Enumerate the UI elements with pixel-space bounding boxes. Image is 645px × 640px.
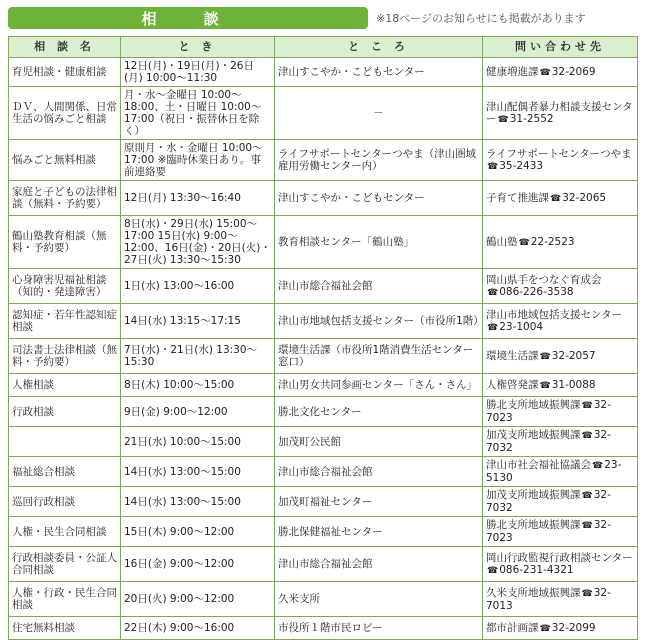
cell-contact <box>483 487 638 517</box>
cell-where: 津山市総合福祉会館 <box>275 547 483 582</box>
phone-icon: ☎ <box>487 161 499 172</box>
cell-where: 津山すこやか・こどもセンター <box>275 181 483 216</box>
phone-icon: ☎ <box>539 67 551 78</box>
table-row <box>9 374 638 397</box>
cell-name: 人権・行政・民生合同相談 <box>9 582 121 617</box>
cell-where: 勝北保健福祉センター <box>275 517 483 547</box>
cell-when: 月・水～金曜日 10:00～18:00、土・日曜日 10:00～17:00（祝日・振替休日を除く） <box>121 87 275 140</box>
phone-icon: ☎ <box>581 401 593 411</box>
table-row <box>9 216 638 269</box>
column-header-contact: 問い合わせ先 <box>483 37 638 58</box>
contact-name: 津山市地域包括支援センター <box>486 308 623 321</box>
cell-when: 1日(水) 13:00～16:00 <box>121 269 275 304</box>
column-header-name: 相 談 名 <box>9 37 121 58</box>
table-body <box>9 58 638 640</box>
table-row <box>9 269 638 304</box>
cell-where: ライフサポートセンターつやま（津山圏域雇用労働センター内） <box>275 140 483 181</box>
contact-tel: 086-226-3538 <box>499 285 574 298</box>
cell-when: 16日(金) 9:00～12:00 <box>121 547 275 582</box>
cell-contact <box>483 304 638 339</box>
phone-icon: ☎ <box>487 322 499 333</box>
contact-tel: 31-0088 <box>551 378 596 391</box>
contact-tel: 32-7013 <box>486 586 611 612</box>
table-row <box>9 304 638 339</box>
cell-name: 心身障害児福祉相談（知的・発達障害） <box>9 269 121 304</box>
column-header-when: と き <box>121 37 275 58</box>
contact-tel: 32-7032 <box>486 489 611 514</box>
contact-name: 加茂支所地域振興課 <box>486 489 581 501</box>
table-row <box>9 457 638 487</box>
cell-where: 教育相談センター「鶴山塾」 <box>275 216 483 269</box>
contact-name: 津山配偶者暴力相談支援センター <box>486 100 633 125</box>
cell-name: 行政相談委員・公証人合同相談 <box>9 547 121 582</box>
cell-contact <box>483 216 638 269</box>
cell-contact <box>483 339 638 374</box>
contact-tel: 22-2523 <box>530 235 575 248</box>
phone-icon: ☎ <box>539 380 551 391</box>
table-row <box>9 339 638 374</box>
contact-tel: 23-1004 <box>499 320 544 333</box>
contact-name: ライフサポートセンターつやま <box>486 147 632 160</box>
cell-name <box>9 427 121 457</box>
cell-when: 21日(水) 10:00～15:00 <box>121 427 275 457</box>
contact-tel: 32-7032 <box>486 429 611 454</box>
cell-when: 15日(木) 9:00～12:00 <box>121 517 275 547</box>
table-row <box>9 617 638 640</box>
cell-contact <box>483 58 638 87</box>
contact-tel: 32-7023 <box>486 519 611 544</box>
contact-name: 岡山県手をつなぐ育成会 <box>486 273 602 286</box>
phone-icon: ☎ <box>581 491 593 501</box>
phone-icon: ☎ <box>581 431 593 441</box>
phone-icon: ☎ <box>487 287 499 298</box>
cell-when: 14日(水) 13:00～15:00 <box>121 457 275 487</box>
contact-tel: 32-7023 <box>486 399 611 424</box>
cell-where: 勝北文化センター <box>275 397 483 427</box>
contact-name: 勝北支所地域振興課 <box>486 399 581 411</box>
cell-when: 14日(水) 13:15～17:15 <box>121 304 275 339</box>
table-row <box>9 397 638 427</box>
contact-tel: 31-2552 <box>509 112 554 125</box>
cell-name: 巡回行政相談 <box>9 487 121 517</box>
cell-where: 市役所１階市民ロビー <box>275 617 483 640</box>
contact-name: 岡山行政監視行政相談センター <box>486 551 633 564</box>
cell-name: ＤＶ、人間関係、日常生活の悩みごと相談 <box>9 87 121 140</box>
table-row <box>9 427 638 457</box>
header-note: ※18ページのお知らせにも掲載があります <box>376 12 586 25</box>
consultation-table <box>8 36 638 640</box>
contact-name: 鶴山塾 <box>486 235 518 248</box>
cell-contact <box>483 397 638 427</box>
contact-tel: 23-5130 <box>486 459 622 484</box>
table-header-row <box>9 37 638 58</box>
cell-when: 12日(月) 13:30～16:40 <box>121 181 275 216</box>
cell-when: 8日(木) 10:00～15:00 <box>121 374 275 397</box>
cell-name: 悩みごと無料相談 <box>9 140 121 181</box>
contact-tel: 32-2065 <box>562 191 607 204</box>
cell-name: 司法書士法律相談（無料・予約要） <box>9 339 121 374</box>
table-row <box>9 181 638 216</box>
phone-icon: ☎ <box>581 521 593 531</box>
table-row <box>9 547 638 582</box>
cell-where: 津山市地域包括支援センター（市役所1階） <box>275 304 483 339</box>
cell-when: 原則月・水・金曜日 10:00～17:00 ※臨時休業日あり。事前連絡要 <box>121 140 275 181</box>
cell-contact <box>483 457 638 487</box>
phone-icon: ☎ <box>581 588 593 599</box>
cell-where: 津山市総合福祉会館 <box>275 269 483 304</box>
cell-where: 津山市総合福祉会館 <box>275 457 483 487</box>
contact-tel: 35-2433 <box>499 159 544 172</box>
phone-icon: ☎ <box>518 237 530 248</box>
contact-name: 津山市社会福祉協議会 <box>486 459 591 471</box>
cell-name: 福祉総合相談 <box>9 457 121 487</box>
cell-name: 人権・民生合同相談 <box>9 517 121 547</box>
contact-name: 子育て推進課 <box>486 191 549 204</box>
cell-contact <box>483 617 638 640</box>
cell-name: 鶴山塾教育相談（無料・予約要） <box>9 216 121 269</box>
cell-name: 家庭と子どもの法律相談（無料・予約要） <box>9 181 121 216</box>
cell-contact <box>483 181 638 216</box>
contact-tel: 32-2099 <box>551 621 596 634</box>
cell-where: 環境生活課（市役所1階消費生活センター窓口） <box>275 339 483 374</box>
contact-tel: 32-2057 <box>551 349 596 362</box>
column-header-where: と こ ろ <box>275 37 483 58</box>
table-row <box>9 58 638 87</box>
table-row <box>9 87 638 140</box>
phone-icon: ☎ <box>539 623 551 634</box>
table-row <box>9 140 638 181</box>
cell-contact <box>483 517 638 547</box>
phone-icon: ☎ <box>539 351 551 362</box>
cell-where: 加茂町福祉センター <box>275 487 483 517</box>
consultation-table-wrap <box>8 36 637 634</box>
phone-icon: ☎ <box>497 114 509 125</box>
cell-contact <box>483 374 638 397</box>
cell-when: 14日(水) 13:00～15:00 <box>121 487 275 517</box>
cell-contact <box>483 547 638 582</box>
page-header <box>8 6 637 30</box>
contact-name: 健康増進課 <box>486 65 539 78</box>
phone-icon: ☎ <box>487 565 499 576</box>
cell-name: 住宅無料相談 <box>9 617 121 640</box>
contact-name: 勝北支所地域振興課 <box>486 519 581 531</box>
cell-contact <box>483 582 638 617</box>
cell-when: 8日(水)・29日(水) 15:00～17:00 15日(水) 9:00～12:00、16日(金)・20日(火)・27日(火) 13:30～15:30 <box>121 216 275 269</box>
cell-when: 12日(月)・19日(月)・26日(月) 10:00～11:30 <box>121 58 275 87</box>
cell-name: 人権相談 <box>9 374 121 397</box>
cell-name: 認知症・若年性認知症相談 <box>9 304 121 339</box>
cell-where: － <box>275 87 483 140</box>
cell-when: 9日(金) 9:00～12:00 <box>121 397 275 427</box>
cell-where: 加茂町公民館 <box>275 427 483 457</box>
cell-contact <box>483 269 638 304</box>
cell-when: 22日(木) 9:00～16:00 <box>121 617 275 640</box>
cell-where: 津山男女共同参画センター「さん・さん」 <box>275 374 483 397</box>
table-row <box>9 517 638 547</box>
cell-contact <box>483 87 638 140</box>
table-row <box>9 582 638 617</box>
cell-where: 久米支所 <box>275 582 483 617</box>
cell-contact <box>483 140 638 181</box>
table-row <box>9 487 638 517</box>
cell-when: 20日(火) 9:00～12:00 <box>121 582 275 617</box>
cell-name: 行政相談 <box>9 397 121 427</box>
contact-tel: 086-231-4321 <box>499 563 574 576</box>
contact-name: 久米支所地域振興課 <box>486 586 581 599</box>
contact-name: 環境生活課 <box>486 349 539 362</box>
contact-name: 加茂支所地域振興課 <box>486 429 581 441</box>
contact-name: 都市計画課 <box>486 621 539 634</box>
phone-icon: ☎ <box>550 193 562 204</box>
cell-name: 育児相談・健康相談 <box>9 58 121 87</box>
cell-contact <box>483 427 638 457</box>
phone-icon: ☎ <box>592 461 604 471</box>
contact-name: 人権啓発課 <box>486 378 539 391</box>
contact-tel: 32-2069 <box>551 65 596 78</box>
cell-where: 津山すこやか・こどもセンター <box>275 58 483 87</box>
page-title: 相 談 <box>8 7 368 29</box>
cell-when: 7日(水)・21日(水) 13:30～15:30 <box>121 339 275 374</box>
